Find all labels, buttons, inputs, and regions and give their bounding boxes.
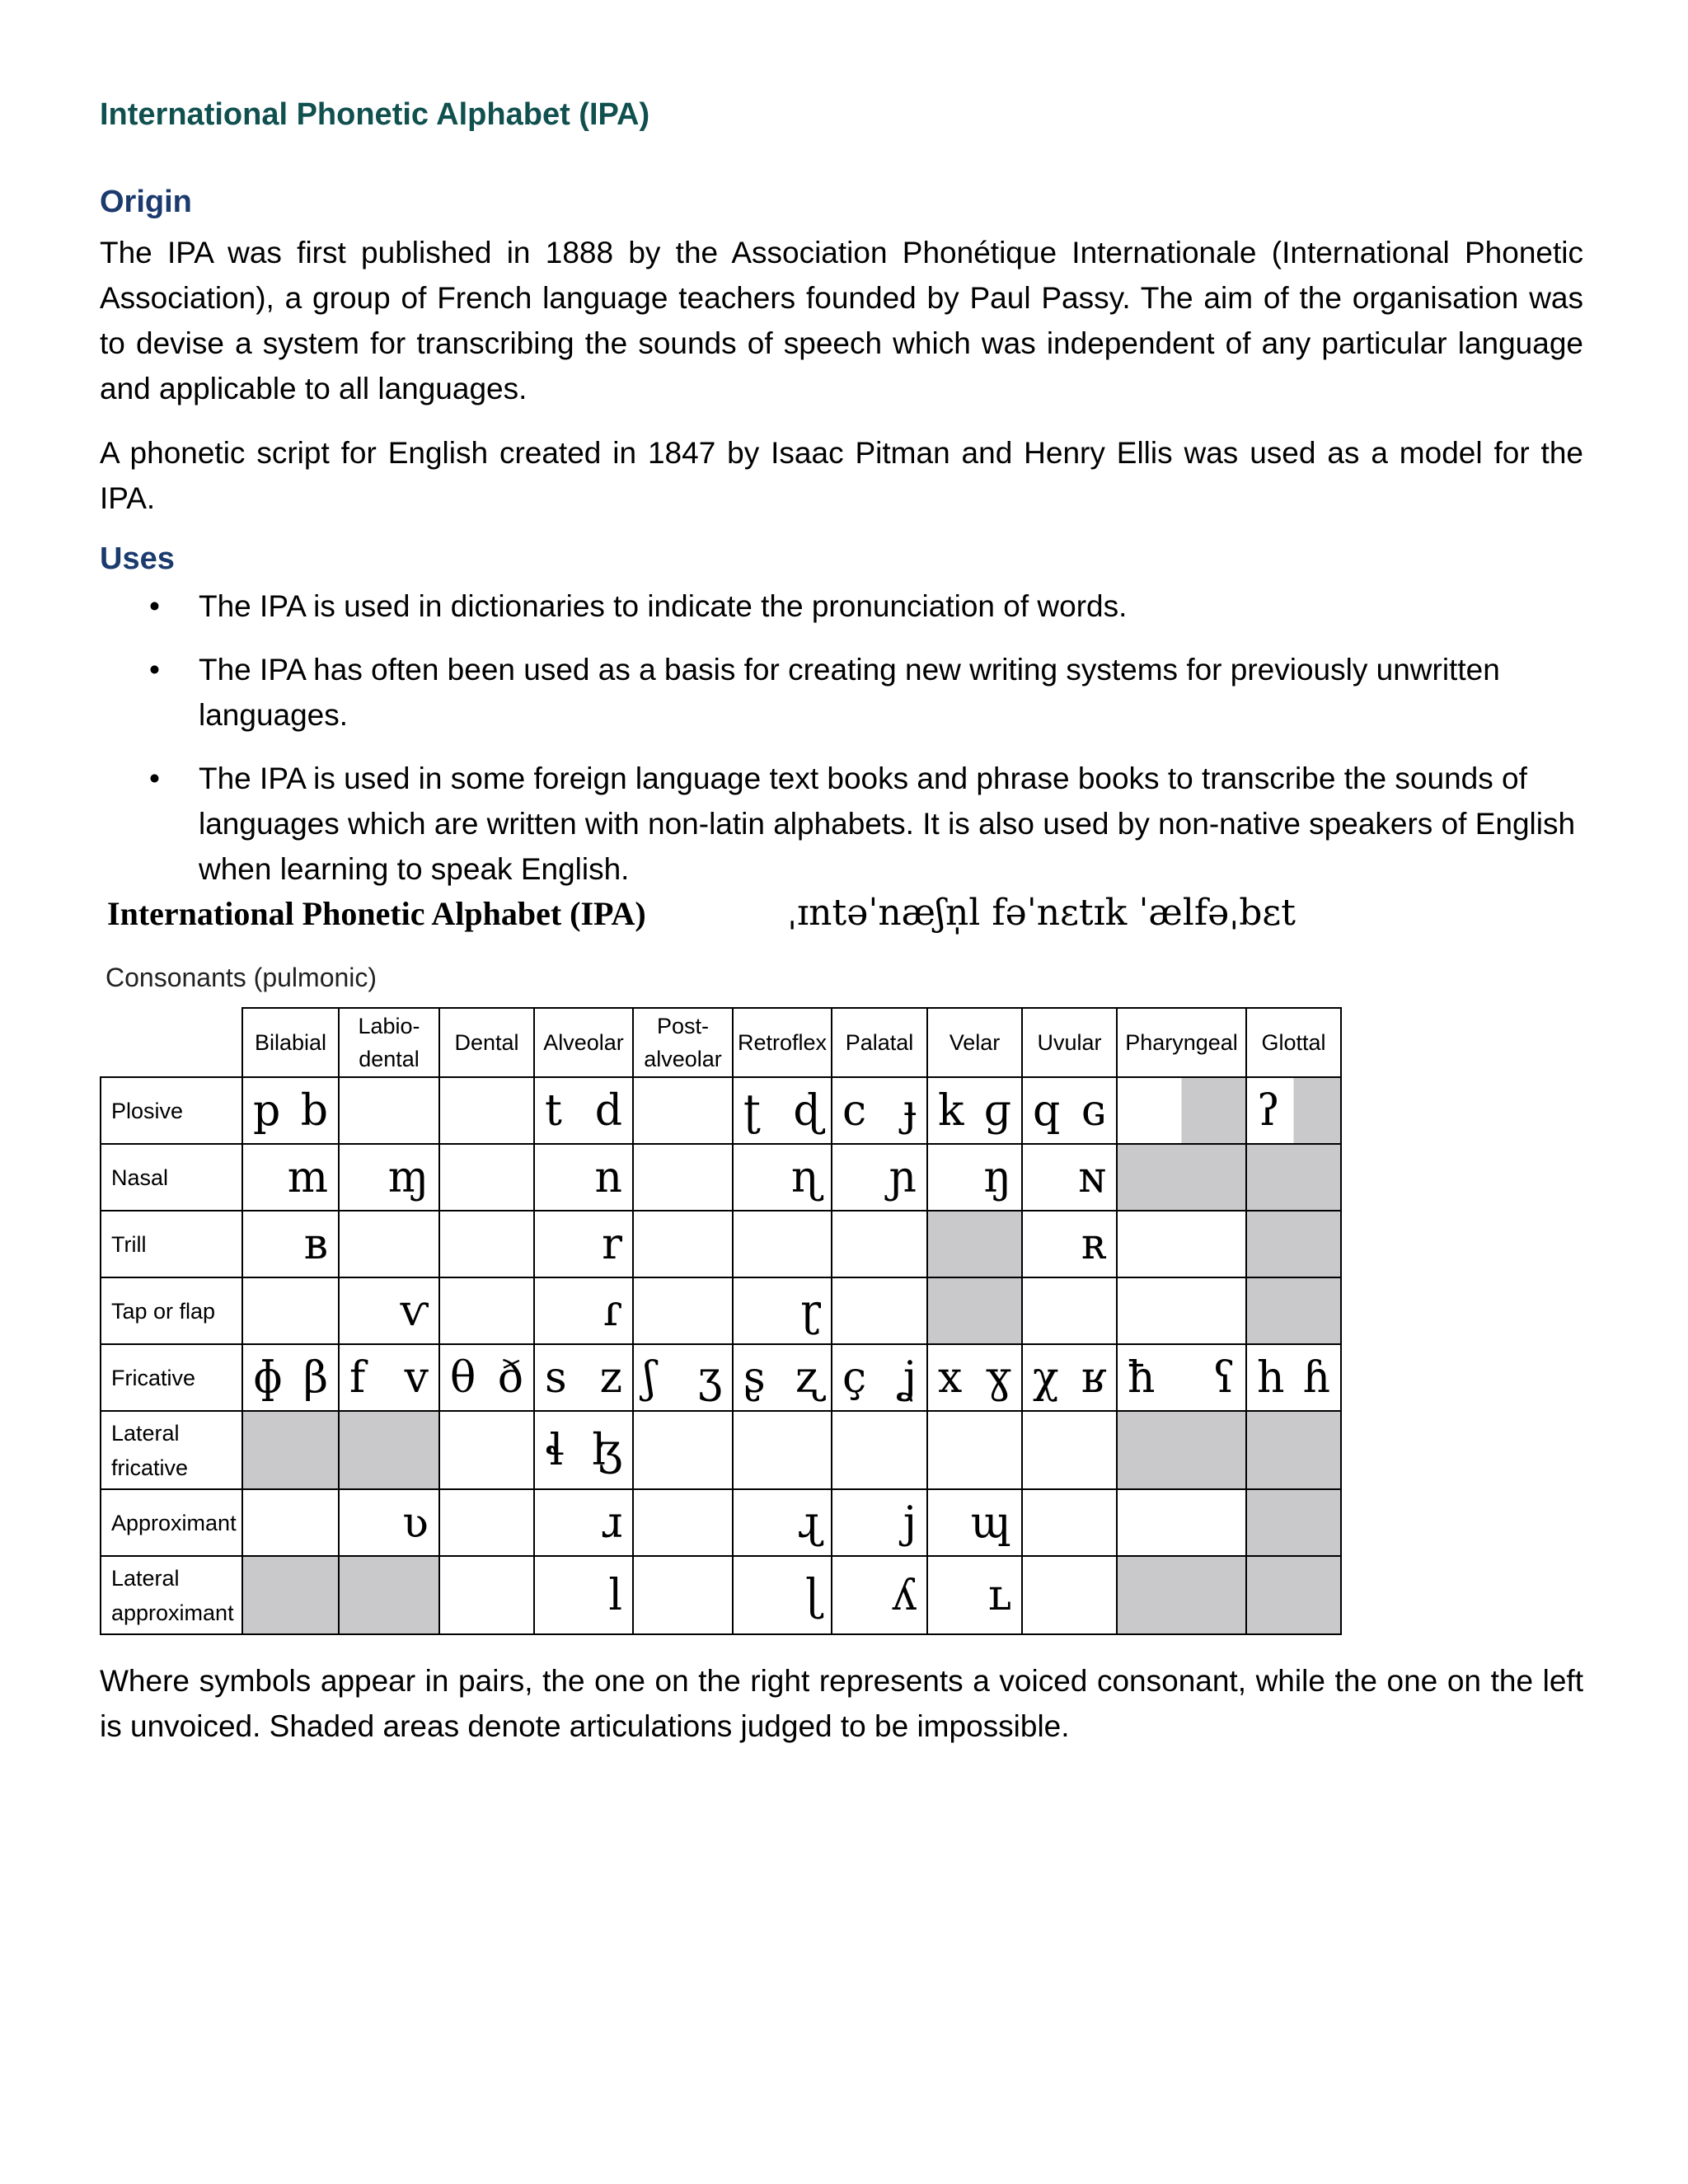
- shaded-cell: [1246, 1211, 1341, 1277]
- ipa-symbol: ɾ: [603, 1286, 622, 1336]
- table-cell: [339, 1489, 439, 1556]
- table-cell: [534, 1077, 633, 1144]
- table-row: [101, 1077, 1341, 1144]
- table-cell: [339, 1277, 439, 1344]
- ipa-symbol: t: [545, 1085, 562, 1136]
- ipa-symbol: ɱ: [387, 1152, 429, 1202]
- table-cell: [927, 1556, 1022, 1634]
- shaded-cell: [1246, 1411, 1341, 1489]
- table-cell: [927, 1489, 1022, 1556]
- uses-heading: Uses: [100, 541, 175, 576]
- table-cell: [633, 1411, 733, 1489]
- table-row: [101, 1556, 1341, 1634]
- table-row: [101, 1277, 1341, 1344]
- origin-paragraph: The IPA was first published in 1888 by the Association Phonétique Internationale (International Phonetic Association), a group of French language teachers founded by Paul Passy. The aim of the organisation was to devise a system for transcribing the sounds of speech which was independent of any particular language and applicable to all languages.: [100, 236, 1583, 405]
- table-cell: [733, 1489, 832, 1556]
- column-header: Palatal: [832, 1008, 927, 1077]
- table-cell: [832, 1077, 927, 1144]
- table-cell: [339, 1144, 439, 1211]
- column-header: Post-alveolar: [633, 1008, 733, 1077]
- ipa-symbol: ɣ: [985, 1352, 1011, 1403]
- shaded-cell: [1246, 1144, 1341, 1211]
- table-cell: [439, 1344, 534, 1411]
- ipa-symbol: ɸ: [253, 1352, 283, 1403]
- ipa-symbol: m: [287, 1152, 328, 1202]
- table-cell: [534, 1344, 633, 1411]
- table-cell: [832, 1411, 927, 1489]
- ipa-symbol: x: [938, 1352, 963, 1403]
- table-cell: [339, 1344, 439, 1411]
- ipa-symbol: ɡ: [983, 1085, 1011, 1136]
- column-header: Bilabial: [242, 1008, 339, 1077]
- table-cell: [339, 1077, 439, 1144]
- column-header: Retroflex: [733, 1008, 832, 1077]
- ipa-symbol: ɖ: [793, 1085, 821, 1136]
- table-cell: [1117, 1077, 1246, 1144]
- ipa-symbol: l: [608, 1570, 622, 1620]
- ipa-symbol: ɭ: [805, 1570, 821, 1620]
- shaded-cell: [242, 1411, 339, 1489]
- table-cell: [534, 1411, 633, 1489]
- ipa-symbol: ɻ: [797, 1497, 821, 1548]
- ipa-symbol: b: [300, 1085, 328, 1136]
- ipa-symbol: ɲ: [889, 1152, 917, 1202]
- uses-list: [100, 583, 1583, 910]
- table-cell: [242, 1211, 339, 1277]
- table-cell: [633, 1556, 733, 1634]
- bullet-icon: •: [149, 589, 160, 623]
- table-cell: [633, 1211, 733, 1277]
- ipa-symbol: ɹ: [600, 1497, 622, 1548]
- table-cell: [534, 1556, 633, 1634]
- table-cell: [242, 1344, 339, 1411]
- table-cell: [1117, 1344, 1246, 1411]
- table-cell: [832, 1489, 927, 1556]
- table-cell: [832, 1344, 927, 1411]
- ipa-symbol: s: [545, 1352, 567, 1403]
- table-cell: [733, 1344, 832, 1411]
- table-cell: [1022, 1489, 1117, 1556]
- ipa-symbol: k: [938, 1085, 964, 1136]
- table-cell: [439, 1489, 534, 1556]
- column-header: Dental: [439, 1008, 534, 1077]
- table-cell: [633, 1344, 733, 1411]
- shaded-cell: [1246, 1556, 1341, 1634]
- shaded-cell: [1117, 1144, 1246, 1211]
- shaded-cell: [927, 1277, 1022, 1344]
- column-header: Pharyngeal: [1117, 1008, 1246, 1077]
- table-cell: [439, 1077, 534, 1144]
- table-cell: [733, 1411, 832, 1489]
- row-header: Approximant: [101, 1489, 242, 1556]
- table-cell: [733, 1077, 832, 1144]
- ipa-symbol: ŋ: [983, 1152, 1011, 1202]
- ipa-symbol: ð: [497, 1352, 523, 1403]
- shaded-cell: [1246, 1277, 1341, 1344]
- ipa-symbol: ʔ: [1257, 1085, 1280, 1136]
- table-cell: [1117, 1277, 1246, 1344]
- row-header: Lateral approximant: [101, 1556, 242, 1634]
- shaded-cell: [242, 1556, 339, 1634]
- shaded-cell: [927, 1211, 1022, 1277]
- table-cell: [439, 1556, 534, 1634]
- table-cell: [1022, 1211, 1117, 1277]
- table-cell: [1022, 1144, 1117, 1211]
- ipa-symbol: ⱱ: [400, 1286, 429, 1336]
- ipa-symbol: ɽ: [800, 1286, 821, 1336]
- table-row: [101, 1489, 1341, 1556]
- column-header: Labio-dental: [339, 1008, 439, 1077]
- row-header: Tap or flap: [101, 1277, 242, 1344]
- ipa-symbol: θ: [450, 1352, 476, 1403]
- ipa-symbol: ʟ: [987, 1570, 1011, 1620]
- table-cell: [832, 1211, 927, 1277]
- table-row: [101, 1211, 1341, 1277]
- column-header: Uvular: [1022, 1008, 1117, 1077]
- table-cell: [832, 1144, 927, 1211]
- table-cell: [832, 1277, 927, 1344]
- table-cell: [633, 1144, 733, 1211]
- ipa-symbol: n: [594, 1152, 622, 1202]
- table-cell: [1022, 1344, 1117, 1411]
- ipa-symbol: ʐ: [795, 1352, 821, 1403]
- table-cell: [927, 1077, 1022, 1144]
- ipa-symbol: z: [599, 1352, 622, 1403]
- ipa-symbol: ɴ: [1078, 1152, 1106, 1202]
- table-cell: [733, 1556, 832, 1634]
- shaded-cell: [339, 1411, 439, 1489]
- table-cell: [534, 1144, 633, 1211]
- table-cell: [439, 1277, 534, 1344]
- row-header: Nasal: [101, 1144, 242, 1211]
- ipa-symbol: c: [842, 1085, 867, 1136]
- table-cell: [733, 1277, 832, 1344]
- column-header: Alveolar: [534, 1008, 633, 1077]
- ipa-symbol: ʈ: [743, 1085, 761, 1136]
- table-cell: [439, 1211, 534, 1277]
- ipa-symbol: χ: [1033, 1352, 1059, 1403]
- table-row: [101, 1144, 1341, 1211]
- ipa-symbol: ɢ: [1081, 1085, 1106, 1136]
- table-cell: [1117, 1211, 1246, 1277]
- ipa-symbol: h: [1257, 1352, 1285, 1403]
- table-cell: [927, 1411, 1022, 1489]
- table-cell: [242, 1077, 339, 1144]
- ipa-symbol: β: [302, 1352, 328, 1403]
- table-cell: [439, 1411, 534, 1489]
- bullet-icon: •: [149, 762, 160, 795]
- ipa-symbol: ʝ: [900, 1352, 917, 1403]
- ipa-symbol: f: [349, 1352, 366, 1403]
- figure-subtitle: Consonants (pulmonic): [106, 963, 377, 992]
- corner-cell: [101, 1008, 242, 1077]
- ipa-symbol: ħ: [1128, 1352, 1156, 1403]
- ipa-symbol: ʁ: [1081, 1352, 1106, 1403]
- list-item: • The IPA is used in some foreign language text books and phrase books to transcribe the sounds of languages which are written with non-latin alphabets. It is also used by non-native speakers of English when learning to speak English.: [100, 756, 1583, 892]
- table-header-row: [101, 1008, 1341, 1077]
- ipa-symbol: ɰ: [970, 1497, 1011, 1548]
- row-header: Plosive: [101, 1077, 242, 1144]
- ipa-symbol: r: [602, 1219, 622, 1269]
- table-cell: [633, 1077, 733, 1144]
- table-cell: [1022, 1411, 1117, 1489]
- ipa-symbol: ç: [842, 1352, 867, 1403]
- ipa-symbol: ɮ: [592, 1425, 622, 1475]
- figure-title: International Phonetic Alphabet (IPA): [107, 895, 646, 932]
- table-footnote: Where symbols appear in pairs, the one on the right represents a voiced consonant, while the one on the left is unvoiced. Shaded areas denote articulations judged to be impossible.: [100, 1664, 1583, 1743]
- ipa-symbol: ɳ: [790, 1152, 821, 1202]
- ipa-symbol: ʕ: [1212, 1352, 1236, 1403]
- ipa-symbol: ʋ: [402, 1497, 429, 1548]
- ipa-symbol: ɦ: [1302, 1352, 1330, 1403]
- ipa-symbol: p: [253, 1085, 281, 1136]
- ipa-symbol: v: [404, 1352, 429, 1403]
- column-header: Glottal: [1246, 1008, 1341, 1077]
- table-cell: [633, 1277, 733, 1344]
- table-cell: [339, 1211, 439, 1277]
- origin-heading: Origin: [100, 185, 192, 219]
- table-cell: [242, 1144, 339, 1211]
- table-row: [101, 1344, 1341, 1411]
- shaded-cell: [339, 1556, 439, 1634]
- table-cell: [1246, 1344, 1341, 1411]
- shaded-cell: [1117, 1411, 1246, 1489]
- table-cell: [242, 1277, 339, 1344]
- table-cell: [733, 1144, 832, 1211]
- table-cell: [1022, 1556, 1117, 1634]
- table-cell: [534, 1277, 633, 1344]
- column-header: Velar: [927, 1008, 1022, 1077]
- table-cell: [733, 1211, 832, 1277]
- table-cell: [1246, 1077, 1341, 1144]
- table-cell: [439, 1144, 534, 1211]
- ipa-symbol: ʒ: [697, 1352, 722, 1403]
- list-item: • The IPA is used in dictionaries to indicate the pronunciation of words.: [100, 583, 1583, 629]
- row-header: Trill: [101, 1211, 242, 1277]
- ipa-symbol: q: [1033, 1085, 1061, 1136]
- row-header: Fricative: [101, 1344, 242, 1411]
- ipa-symbol: j: [903, 1497, 917, 1548]
- origin-paragraph-2: A phonetic script for English created in 1847 by Isaac Pitman and Henry Ellis was used as a model for the IPA.: [100, 436, 1583, 515]
- ipa-symbol: ɬ: [545, 1425, 565, 1475]
- table-cell: [242, 1489, 339, 1556]
- ipa-symbol: ʎ: [892, 1570, 917, 1620]
- figure-ipa-transcription: ˌɪntəˈnæʃn̩l fəˈnɛtɪk ˈælfəˌbɛt: [787, 892, 1296, 934]
- table-cell: [1117, 1489, 1246, 1556]
- ipa-symbol: d: [594, 1085, 622, 1136]
- table-cell: [633, 1489, 733, 1556]
- table-cell: [534, 1489, 633, 1556]
- ipa-symbol: ʙ: [303, 1219, 328, 1269]
- table-cell: [927, 1144, 1022, 1211]
- shaded-cell: [1246, 1489, 1341, 1556]
- table-cell: [832, 1556, 927, 1634]
- bullet-icon: •: [149, 653, 160, 687]
- ipa-symbol: ɟ: [903, 1085, 917, 1136]
- table-cell: [1022, 1277, 1117, 1344]
- list-item: • The IPA has often been used as a basis for creating new writing systems for previously unwritten languages.: [100, 647, 1583, 738]
- shaded-cell: [1117, 1556, 1246, 1634]
- page-title: International Phonetic Alphabet (IPA): [100, 97, 650, 132]
- row-header: Lateral fricative: [101, 1411, 242, 1489]
- table-cell: [1022, 1077, 1117, 1144]
- ipa-symbol: ʂ: [743, 1352, 766, 1403]
- ipa-consonant-table: [100, 1007, 1342, 1635]
- ipa-symbol: ʀ: [1081, 1219, 1106, 1269]
- table-cell: [927, 1344, 1022, 1411]
- table-row: [101, 1411, 1341, 1489]
- table-cell: [534, 1211, 633, 1277]
- ipa-symbol: ʃ: [644, 1352, 656, 1403]
